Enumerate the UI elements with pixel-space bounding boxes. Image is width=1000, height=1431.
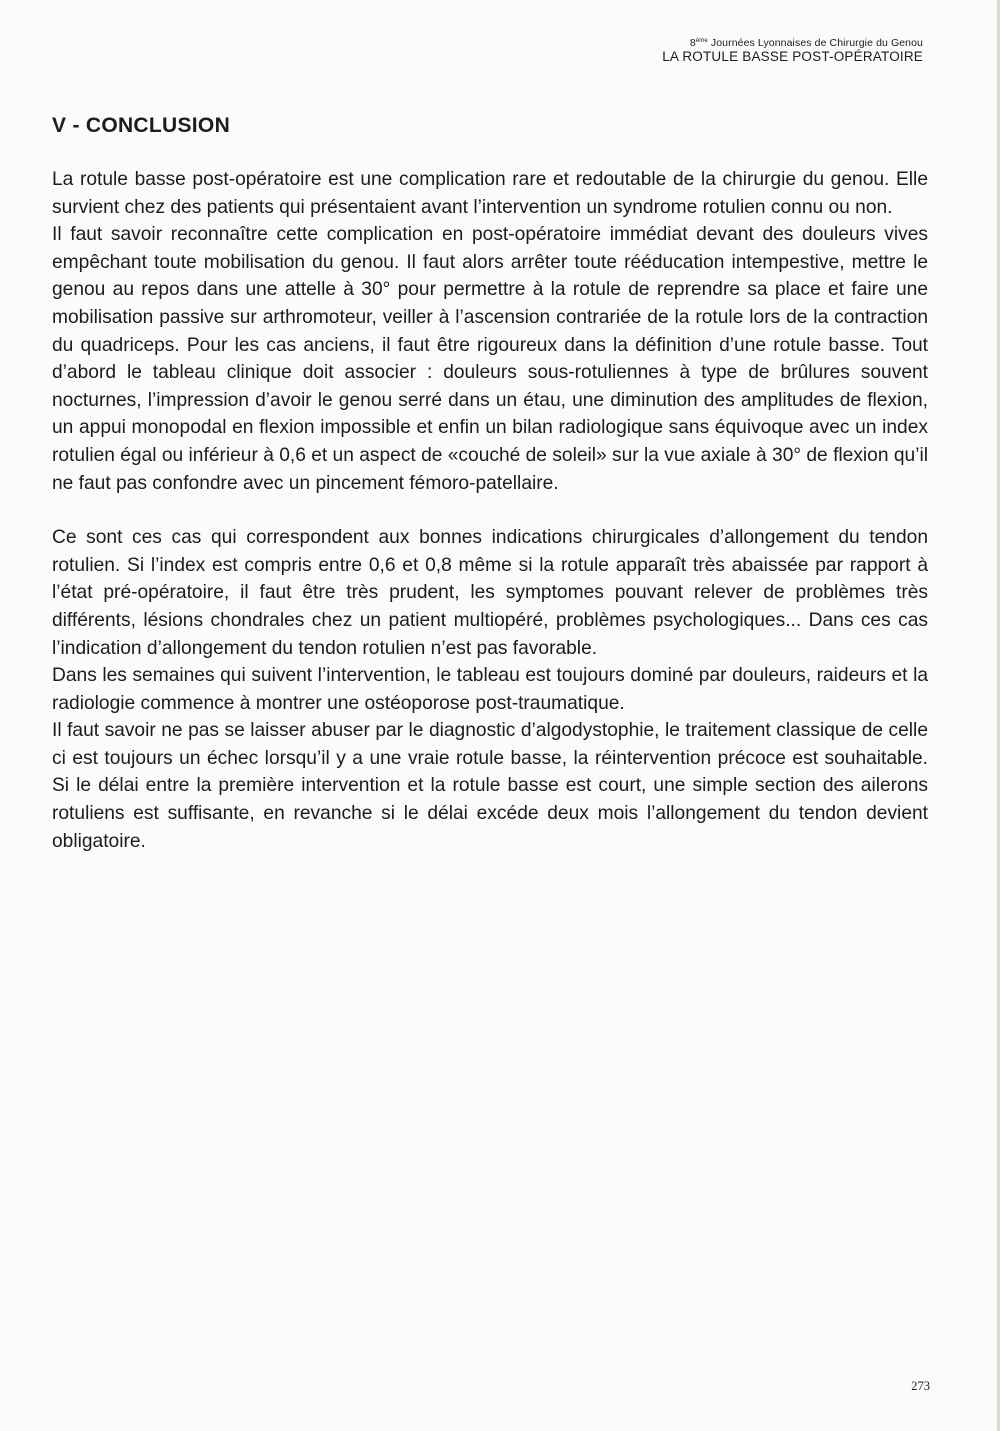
running-header <box>662 37 923 65</box>
conference-name: Journées Lyonnaises de Chirurgie du Genou <box>710 37 923 49</box>
conference-line <box>662 37 923 49</box>
body-text <box>52 166 928 855</box>
edition-ordinal-suffix: ème <box>695 38 708 44</box>
paragraph: Il faut savoir reconnaître cette complication en post-opératoire immédiat devant des douleurs vives empêchant toute mobilisation du genou. Il faut alors arrêter toute rééducation intempestive, mettre le genou au repos dans une attelle à 30° pour permettre à la rotule de reprendre sa place et faire une mobilisation passive sur arthromoteur, veiller à l’ascension contrariée de la rotule lors de la contraction du quadriceps. Pour les cas anciens, il faut être rigoureux dans la définition d’une rotule basse. Tout d’abord le tableau clinique doit associer : douleurs sous-rotuliennes à type de brûlures souvent nocturnes, l’impression d’avoir le genou serré dans un étau, une diminution des amplitudes de flexion, un appui monopodal en flexion impossible et enfin un bilan radiologique sans équivoque avec un index rotulien égal ou inférieur à 0,6 et un aspect de «couché de soleil» sur la vue axiale à 30° de flexion qu’il ne faut pas confondre avec un pincement fémoro-patellaire. <box>52 224 928 494</box>
paragraph: Il faut savoir ne pas se laisser abuser par le diagnostic d’algodystophie, le traitement classique de celle ci est toujours un échec lorsqu’il y a une vraie rotule basse, la réintervention précoce est souhaitable. Si le délai entre la première intervention et la rotule basse est court, une simple section des ailerons rotuliens est suffisante, en revanche si le délai excéde deux mois l’allongement du tendon devient obligatoire. <box>52 720 928 852</box>
edition-number: 8 <box>689 37 696 49</box>
paragraph: Ce sont ces cas qui correspondent aux bonnes indications chirurgicales d’allongement du tendon rotulien. Si l’index est compris entre 0,6 et 0,8 même si la rotule apparaît très abaissée par rapport à l’état pré-opératoire, il faut être très prudent, les symptomes pouvant relever de problèmes très différents, lésions chondrales chez un patient multiopéré, problèmes psychologiques... Dans ces cas l’indication d’allongement du tendon rotulien n’est pas favorable. <box>52 527 928 659</box>
paragraph: Dans les semaines qui suivent l’intervention, le tableau est toujours dominé par douleurs, raideurs et la radiologie commence à montrer une ostéoporose post-traumatique. <box>52 665 928 714</box>
paragraph: La rotule basse post-opératoire est une complication rare et redoutable de la chirurgie du genou. Elle survient chez des patients qui présentaient avant l’intervention un syndrome rotulien connu ou non. <box>52 169 928 218</box>
page-number: 273 <box>911 1379 930 1393</box>
chapter-topic: LA ROTULE BASSE POST-OPÉRATOIRE <box>662 49 923 65</box>
section-title: V - CONCLUSION <box>52 114 231 137</box>
